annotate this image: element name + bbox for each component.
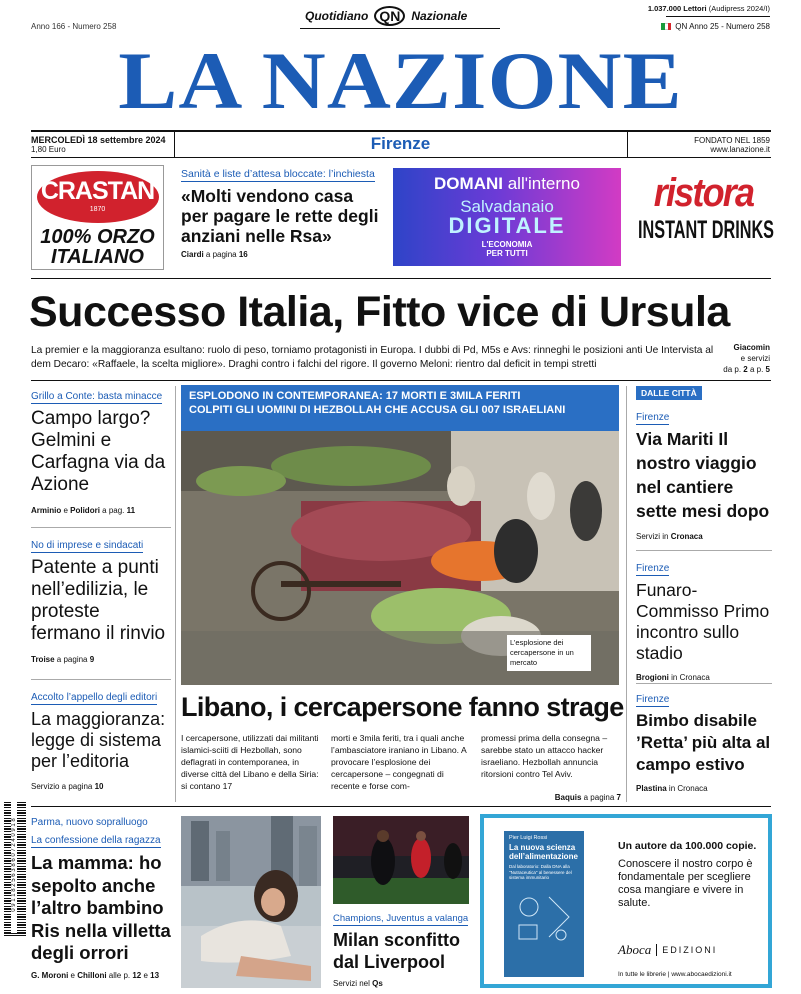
- top-story[interactable]: [181, 164, 381, 259]
- l3-rest: Servizio a pagina: [31, 782, 95, 791]
- v-rule-right: [626, 386, 627, 802]
- sp-a: Servizi nel: [333, 979, 373, 988]
- left-item-1[interactable]: [31, 386, 171, 515]
- crastan-ad[interactable]: [31, 165, 164, 270]
- pb-p2: 13: [150, 970, 160, 980]
- pb-and: e: [141, 970, 151, 980]
- lead-credit-name: Giacomin: [733, 343, 770, 352]
- l3-page: 10: [94, 782, 104, 791]
- top-row-rule: [31, 278, 771, 279]
- bottom-rule: [31, 806, 771, 807]
- lead-rule: [31, 380, 771, 381]
- banner-line1: ESPLODONO IN CONTEMPORANEA: 17 MORTI E 3MILA FERITI: [189, 390, 521, 402]
- promo-line1: [393, 174, 621, 194]
- barcode: [4, 800, 26, 936]
- market-explosion-photo[interactable]: [181, 431, 619, 685]
- sep-v1: [174, 130, 175, 157]
- l1-b: Polidori: [70, 506, 100, 515]
- date: MERCOLEDÌ 18 settembre 2024: [31, 135, 166, 145]
- parma-kicker-2: La confessione della ragazza: [31, 835, 161, 846]
- lead-credit-p1: 2: [743, 365, 748, 374]
- ristora-ad[interactable]: [637, 170, 775, 270]
- pb-mid: e: [68, 970, 78, 980]
- qn-underline: [300, 28, 500, 29]
- l1-mid: e: [61, 506, 71, 515]
- crastan-line2: ITALIANO: [51, 246, 144, 268]
- left-item-2[interactable]: [31, 535, 171, 664]
- aboca-ad[interactable]: [480, 814, 772, 988]
- parma-story[interactable]: [31, 812, 171, 980]
- milan-liverpool-photo[interactable]: [333, 816, 469, 904]
- r3-city: Firenze: [636, 694, 670, 705]
- r2-a: Brogioni: [636, 673, 669, 682]
- center-by-rest: a pagina: [581, 793, 617, 802]
- masthead-rule-top: [31, 130, 771, 132]
- founded: FONDATO NEL 1859: [694, 136, 770, 145]
- lead-credit-p2: 5: [765, 365, 770, 374]
- ad-line1: Un autore da 100.000 copie.: [618, 840, 757, 852]
- sep-v2: [627, 130, 628, 157]
- readers-rule: [666, 16, 770, 17]
- football-photo: [333, 816, 469, 904]
- promo-tag: [393, 240, 621, 258]
- promo-line3: DIGITALE: [448, 213, 566, 238]
- dalle-citta-label: DALLE CITTÀ: [636, 386, 702, 400]
- center-body: [181, 732, 621, 804]
- l2-page: 9: [89, 655, 95, 664]
- banner-line2: COLPITI GLI UOMINI DI HEZBOLLAH CHE ACCUSA GLI 007 ISRAELIANI: [189, 404, 566, 416]
- issue-right-text: QN Anno 25 - Numero 258: [675, 22, 770, 31]
- lead-credit-l3a: da p.: [723, 365, 744, 374]
- price: 1,80 Euro: [31, 145, 66, 154]
- r2-headline: Funaro-Commisso Primo incontro sullo stadio: [636, 580, 770, 663]
- readers-note: (Audipress 2024/I): [708, 4, 770, 13]
- r3-a: Plastina: [636, 784, 667, 793]
- lead-headline[interactable]: Successo Italia, Fitto vice di Ursula: [29, 288, 730, 336]
- sport-story[interactable]: [333, 908, 473, 988]
- left-rule-1: [31, 527, 171, 528]
- r3-byline: [636, 784, 772, 793]
- edition: Firenze: [370, 134, 431, 153]
- r1-headline: Via Mariti Il nostro viaggio nel cantiere sette mesi dopo: [636, 429, 770, 521]
- parma-photo[interactable]: [181, 816, 321, 988]
- byline-rest: a pagina: [203, 250, 239, 260]
- aboca-brand: Aboca: [618, 942, 652, 957]
- crastan-line1: 100% ORZO: [40, 226, 155, 248]
- crastan-badge: [37, 171, 159, 223]
- sp-b: Qs: [372, 979, 383, 988]
- center-byline: [481, 792, 621, 804]
- top-story-byline: [181, 250, 381, 259]
- sport-kicker: Champions, Juventus a valanga: [333, 913, 469, 924]
- right-rule-1: [636, 550, 772, 551]
- qn-label-left: Quotidiano: [305, 9, 369, 23]
- byline-name: Ciardi: [181, 250, 204, 260]
- r3-headline: Bimbo disabile ’Retta’ più alta al campo estivo: [636, 711, 771, 774]
- r1-b: Cronaca: [670, 532, 703, 541]
- ad-line2: Conoscere il nostro corpo è fondamentale per scegliere cosa mangiare e vivere in salute.: [618, 858, 753, 909]
- parma-kicker-1: Parma, nuovo sopralluogo: [31, 817, 148, 828]
- promo-line2: Salvadanaio: [460, 197, 554, 216]
- aboca-divider: [656, 944, 657, 956]
- readers-count: 1.037.000 Lettori: [647, 4, 707, 13]
- readers-box: [648, 4, 770, 13]
- salvadanaio-promo[interactable]: [393, 168, 621, 266]
- left1-kicker: Grillo a Conte: basta minacce: [31, 391, 163, 402]
- center-by-page: 7: [616, 793, 621, 802]
- left1-headline: Campo largo? Gelmini e Carfagna via da Azione: [31, 408, 166, 495]
- r1-city: Firenze: [636, 412, 670, 423]
- aboca-sub: EDIZIONI: [662, 945, 718, 955]
- rooftop-photo: [181, 816, 321, 988]
- aboca-logo: [618, 942, 717, 958]
- barcode-digits: 0 9 1 1 8 2 5 6 3 8 6 0 7 2 4 0 9 1 8: [11, 797, 17, 933]
- qn-header: [305, 6, 467, 26]
- l1-a: Arminio: [31, 506, 62, 515]
- left3-headline: La maggioranza: legge di sistema per l’editoria: [31, 709, 166, 771]
- left3-kicker: Accolto l’appello degli editori: [31, 692, 158, 703]
- l1-rest: a pag.: [99, 506, 127, 515]
- pb-rest: alle p.: [106, 970, 133, 980]
- r2-b: in Cronaca: [668, 673, 710, 682]
- qn-logo: QN: [374, 6, 405, 26]
- pb-p1: 12: [132, 970, 142, 980]
- left2-kicker: No di imprese e sindacati: [31, 540, 144, 551]
- website[interactable]: www.lanazione.it: [710, 145, 770, 154]
- center-col-2: morti e 3mila feriti, tra i quali anche l’ambasciatore iraniano in Libano. A provocare l’esplosione dei cercapersone – congegnati di recente e forse com-: [331, 733, 467, 791]
- center-col-3-text: promessi prima della consegna – sarebbe stato un attacco hacker israeliano. Hezbollah annuncia ritorsioni contro Tel Aviv.: [481, 733, 608, 779]
- r1-a: Servizi in: [636, 532, 671, 541]
- promo-tag1: L'ECONOMIA: [481, 240, 533, 249]
- l2-a: Troise: [31, 655, 55, 664]
- top-story-kicker: Sanità e liste d’attesa bloccate: l’inchiesta: [181, 168, 375, 180]
- center-by-name: Baquis: [554, 793, 582, 802]
- left2-headline: Patente a punti nell’edilizia, le proteste fermano il rinvio: [31, 557, 166, 644]
- v-rule-left: [175, 386, 176, 802]
- r2-byline: [636, 673, 772, 682]
- r3-b: in Cronaca: [666, 784, 708, 793]
- pb-b: Chilloni: [77, 970, 107, 980]
- right-item-1[interactable]: [636, 407, 772, 541]
- crastan-brand: CRASTAN: [40, 177, 155, 205]
- parma-byline: [31, 971, 171, 980]
- center-col-1: I cercapersone, utilizzati dai militanti islamici-sciiti di Hezbollah, sono deflagrati in contemporanea, in diverse città del Libano e della Siria: si contano 17: [181, 733, 319, 791]
- lead-deck: La premier e la maggioranza esultano: ruolo di peso, torniamo protagonisti in Europa. I dubbi di Pd, M5s e Avs: rinneghi le posizioni anti Ue Intervista al dem Decaro: «Raffaele, la scelta migliore». Draghi contro i falchi del rigore. Il governo Meloni: rientro dal deficit in tempi stretti: [31, 345, 714, 370]
- l1-page: 11: [126, 506, 136, 515]
- sport-byline: [333, 979, 473, 988]
- l2-rest: a pagina: [54, 655, 90, 664]
- beirut-banner: [181, 385, 619, 431]
- center-headline[interactable]: Libano, i cercapersone fanno strage: [181, 692, 624, 722]
- top-story-headline: «Molti vendono casa per pagare le rette degli anziani nelle Rsa»: [181, 186, 379, 246]
- photo-caption: L’esplosione dei cercapersone in un mercato: [507, 635, 591, 671]
- byline-page: 16: [238, 250, 248, 260]
- ad-footer[interactable]: In tutte le librerie | www.abocaedizioni.it: [618, 971, 732, 978]
- ristora-brand: ristora: [653, 171, 754, 215]
- ristora-sub: INSTANT DRINKS: [638, 216, 775, 244]
- lead-credit: [723, 342, 770, 375]
- center-col-3: [481, 732, 621, 804]
- masthead-rule-bottom: [31, 157, 771, 158]
- lead-credit-l3b: a p.: [747, 365, 766, 374]
- book-author: Pier Luigi Rossi: [509, 835, 548, 841]
- left-rule-2: [31, 679, 171, 680]
- left2-byline: [31, 655, 171, 664]
- promo-bold: DOMANI: [434, 174, 503, 193]
- crastan-year: 1870: [89, 206, 106, 213]
- promo-rest: all'interno: [502, 174, 580, 193]
- italy-flag-icon: [661, 23, 671, 30]
- left-item-3[interactable]: [31, 687, 171, 791]
- book-cover: [504, 831, 584, 977]
- sport-headline: Milan sconfitto dal Liverpool: [333, 930, 460, 972]
- pb-a: G. Moroni: [31, 970, 69, 980]
- right-rule-2: [636, 683, 772, 684]
- parma-headline: La mamma: ho sepolto anche l’altro bambino Ris nella villetta degli orrori: [31, 852, 171, 963]
- left3-byline: [31, 782, 171, 791]
- promo-tag2: PER TUTTI: [486, 249, 528, 258]
- right-item-3[interactable]: [636, 689, 772, 793]
- r1-byline: [636, 532, 772, 541]
- qn-label-right: Nazionale: [411, 9, 468, 23]
- r2-city: Firenze: [636, 563, 670, 574]
- book-illustration: [509, 887, 579, 947]
- issue-left: Anno 166 - Numero 258: [31, 22, 117, 31]
- left1-byline: [31, 506, 171, 515]
- right-item-2[interactable]: [636, 558, 772, 682]
- issue-right: [661, 22, 770, 31]
- book-title: La nuova scienza dell’alimentazione: [509, 843, 578, 861]
- lead-credit-l2: e servizi: [740, 354, 770, 363]
- book-sub: Dal laboratorio: Dalla DNA alla "Nutraceutica" al benessere del sistema immunitario: [509, 864, 572, 880]
- masthead-title: LA NAZIONE: [118, 35, 683, 126]
